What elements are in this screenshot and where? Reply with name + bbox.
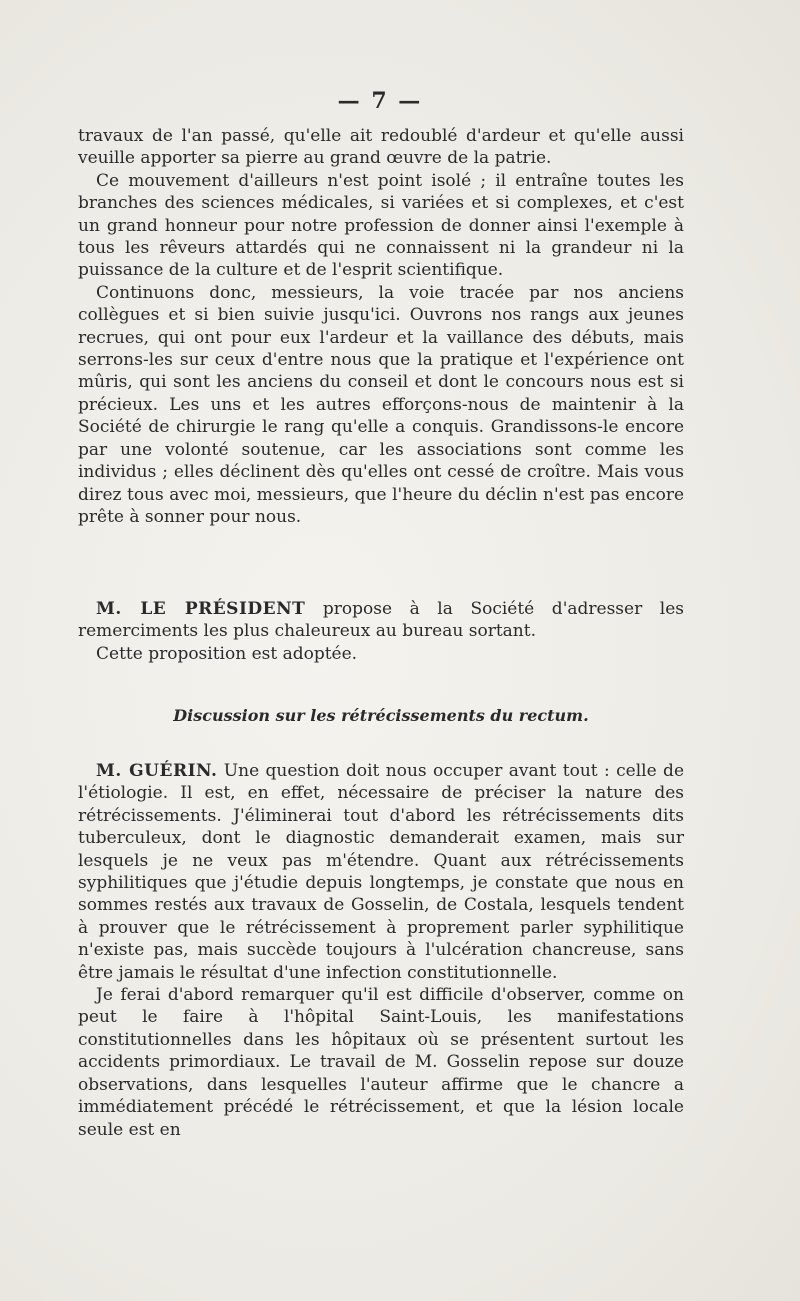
opening-text xyxy=(78,125,684,528)
guerin-paragraph-1 xyxy=(78,760,684,984)
guerin-speaker: M. GUÉRIN. xyxy=(96,761,218,781)
paragraph-continuons: Continuons donc, messieurs, la voie tracée par nos anciens collègues et si bien suivie jusqu'ici. Ouvrons nos rangs aux jeunes recrues, qui ont pour eux l'ardeur et la vaillance des débuts, mais serrons-les sur ceux d'entre nous que la pratique et l'expérience ont mûris, qui sont les anciens du conseil et dont le concours nous est si précieux. Les uns et les autres efforçons-nous de maintenir à la Société de chirurgie le rang qu'elle a conquis. Grandissons-le encore par une volonté soutenue, car les associations sont comme les individus ; elles déclinent dès qu'elles ont cessé de croître. Mais vous direz tous avec moi, messieurs, que l'heure du déclin n'est pas encore prête à sonner pour nous. xyxy=(78,282,684,527)
paragraph-movement: Ce mouvement d'ailleurs n'est point isolé ; il entraîne toutes les branches des sciences médicales, si variées et si complexes, et c'est un grand honneur pour notre profession de donner ainsi l'exemple à tous les rêveurs attardés qui ne connaissent ni la grandeur ni la puissance de la culture et de l'esprit scientifique. xyxy=(78,170,684,281)
president-proposal xyxy=(78,598,684,643)
president-text: propose à la Société d'adresser les remerciments les plus chaleureux au bureau sortant. xyxy=(78,599,684,642)
page-number: — 7 — xyxy=(337,88,423,114)
section-title: Discussion sur les rétrécissements du rectum. xyxy=(173,706,589,725)
proposal-adopted: Cette proposition est adoptée. xyxy=(96,643,358,664)
president-section xyxy=(78,598,684,665)
paragraph-continuation: travaux de l'an passé, qu'elle ait redoublé d'ardeur et qu'elle aussi veuille apporter sa pierre au grand œuvre de la patrie. xyxy=(78,126,684,169)
president-speaker: M. LE PRÉSIDENT xyxy=(96,599,306,619)
guerin-text: Une question doit nous occuper avant tout : celle de l'étiologie. Il est, en effet, nécessaire de préciser la nature des rétrécissements. J'éliminerai tout d'abord les rétrécissements dits tuberculeux, dont le diagnostic demanderait examen, mais sur lesquels je ne veux pas m'étendre. Quant aux rétrécissements syphilitiques que j'étudie depuis longtemps, je constate que nous en sommes restés aux travaux de Gosselin, de Costala, lesquels tendent à prouver que le rétrécissement à proprement parler syphilitique n'existe pas, mais succède toujours à l'ulcération chancreuse, sans être jamais le résultat d'une infection constitutionnelle. xyxy=(78,761,685,983)
guerin-section xyxy=(78,760,684,1141)
guerin-paragraph-2: Je ferai d'abord remarquer qu'il est difficile d'observer, comme on peut le faire à l'hôpital Saint-Louis, les manifestations constitutionnelles dans les hôpitaux où se présentent surtout les accidents primordiaux. Le travail de M. Gosselin repose sur douze observations, dans lesquelles l'auteur affirme que le chancre a immédiatement précédé le rétrécissement, et que la lésion locale seule est en xyxy=(78,985,684,1140)
